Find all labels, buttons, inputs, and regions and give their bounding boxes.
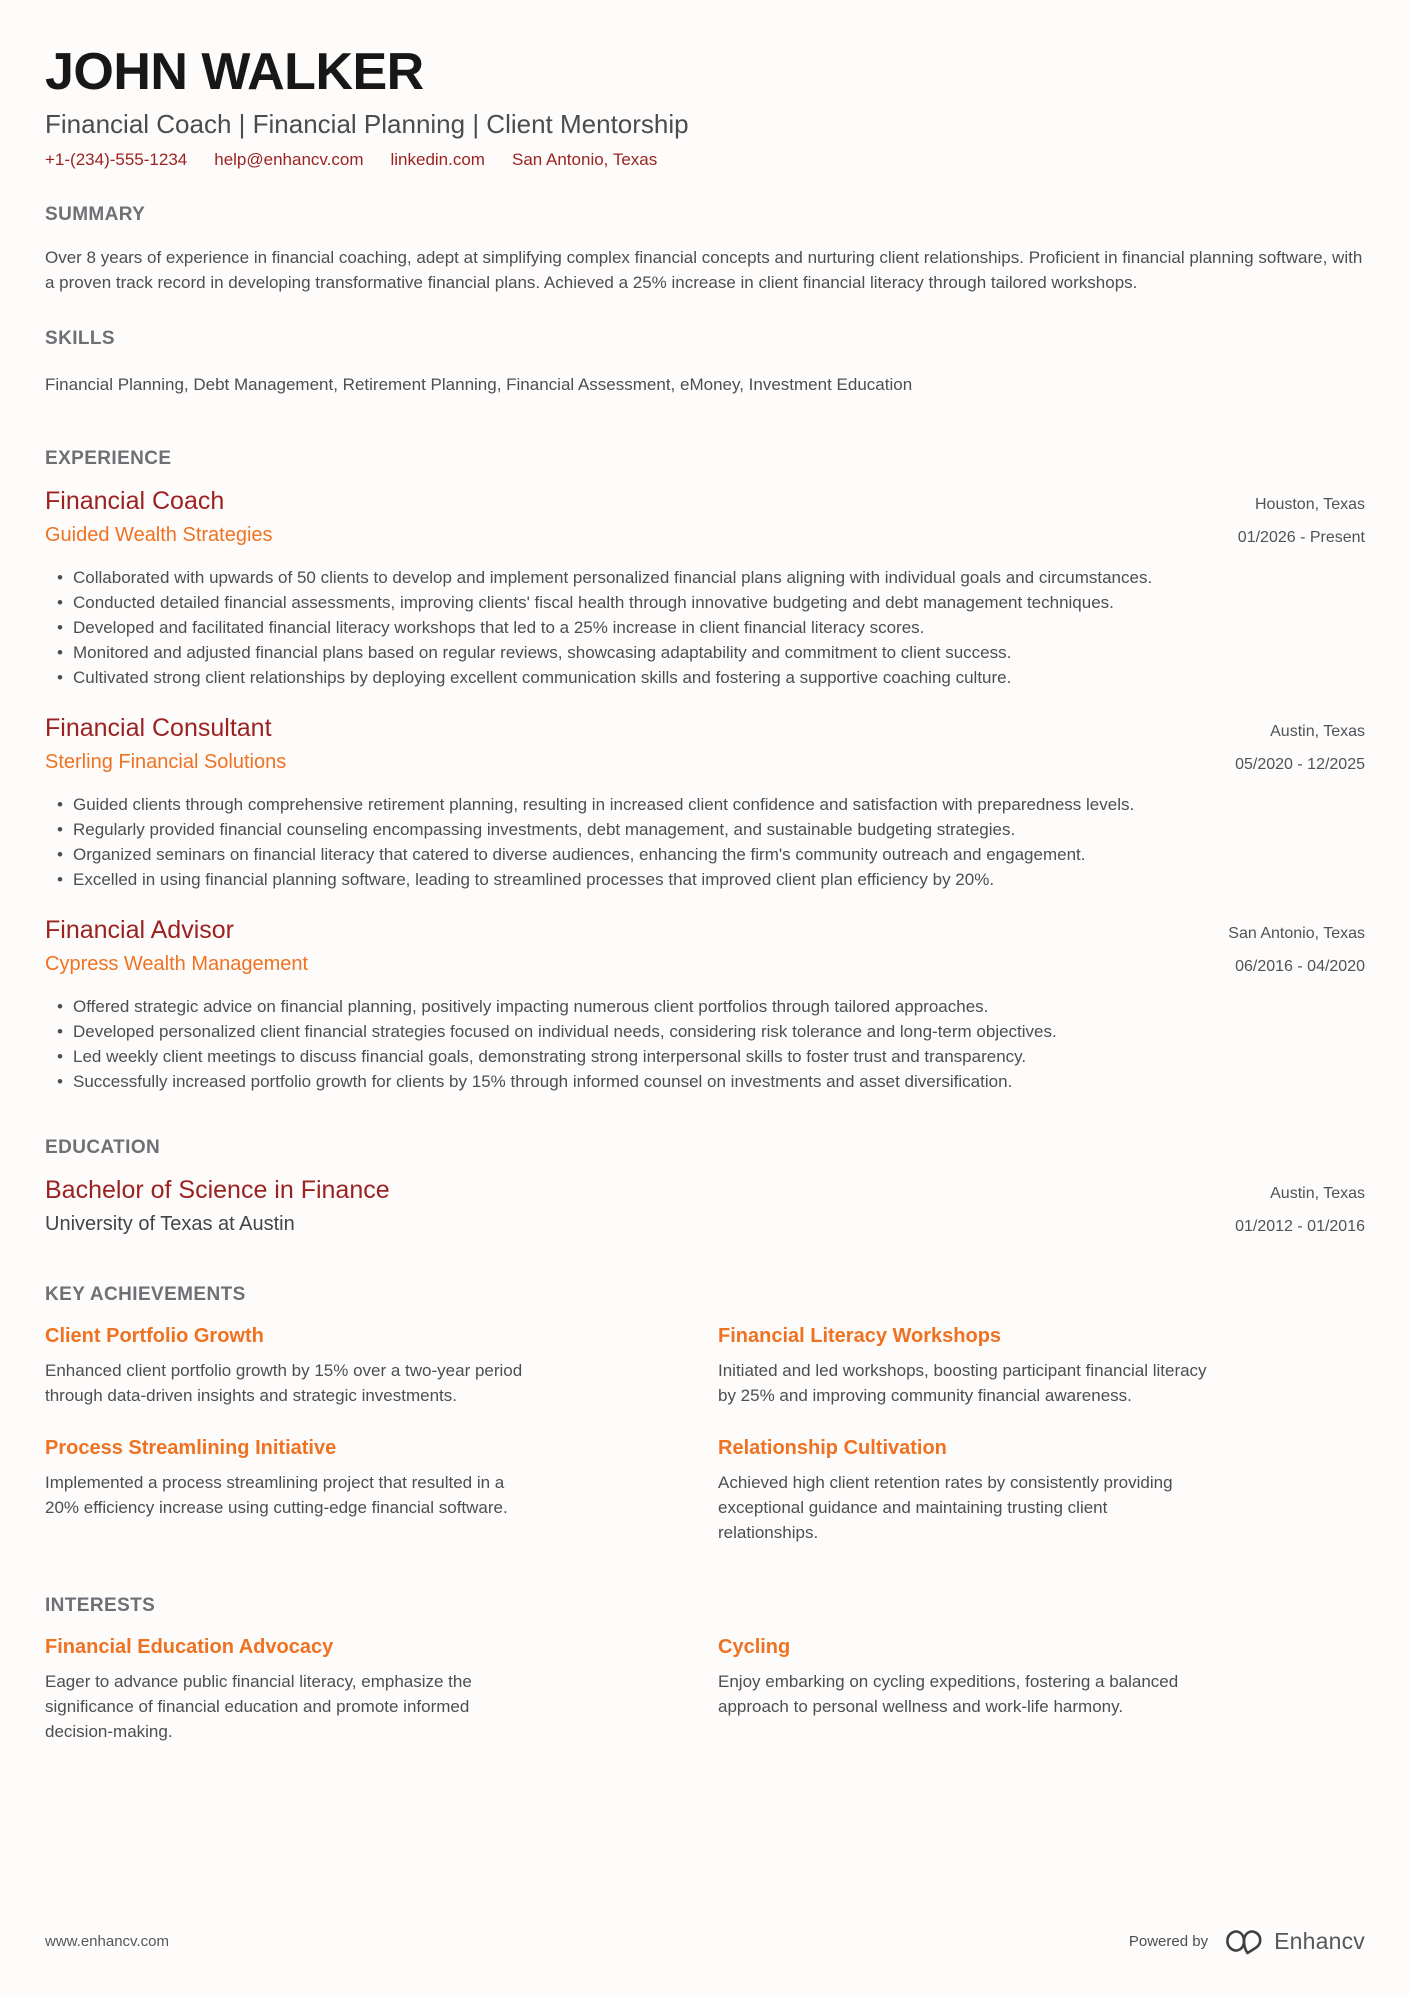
job-location: Houston, Texas xyxy=(1255,496,1365,513)
job-meta xyxy=(1238,486,1365,554)
summary-text: Over 8 years of experience in financial coaching, adept at simplifying complex financial concepts and nurturing client relationships. Proficient in financial planning software, with a proven track record in developing transformative financial plans. Achieved a 25% increase in client financial literacy through tailored workshops. xyxy=(45,248,1363,292)
job-bullet: • Developed and facilitated financial literacy workshops that led to a 25% increase in client financial literacy scores. xyxy=(45,615,1365,640)
interest-item xyxy=(45,1634,535,1744)
achievement-item xyxy=(718,1435,1208,1545)
achievements-section xyxy=(45,1283,1365,1572)
job-bullet: • Cultivated strong client relationships by deploying excellent communication skills and fostering a supportive coaching culture. xyxy=(45,665,1365,690)
experience-section xyxy=(45,447,1365,1094)
job-bullet: • Offered strategic advice on financial planning, positively impacting numerous client portfolios through tailored approaches. xyxy=(45,994,1365,1019)
job-title-block xyxy=(45,915,308,978)
job-bullet-list xyxy=(45,792,1365,892)
job-title-block xyxy=(45,713,286,776)
interest-text: Eager to advance public financial literacy, emphasize the significance of financial education and promote informed decision-making. xyxy=(45,1672,472,1741)
job-bullet: • Guided clients through comprehensive retirement planning, resulting in increased client confidence and satisfaction with preparedness levels. xyxy=(45,792,1365,817)
job-header xyxy=(45,486,1365,554)
interests-section xyxy=(45,1594,1365,1771)
linkedin-link[interactable]: linkedin.com xyxy=(390,150,485,169)
achievement-title: Financial Literacy Workshops xyxy=(718,1325,1002,1347)
job-bullet: • Regularly provided financial counseling encompassing investments, debt management, and sustainable budgeting strategies. xyxy=(45,817,1365,842)
achievements-grid xyxy=(45,1323,1365,1572)
interests-heading: INTERESTS xyxy=(45,1595,156,1616)
job-title: Financial Advisor xyxy=(45,916,234,944)
education-header xyxy=(45,1175,1365,1243)
job-bullet: • Excelled in using financial planning software, leading to streamlined processes that improved client plan efficiency by 20%. xyxy=(45,867,1365,892)
job-bullet: • Monitored and adjusted financial plans based on regular reviews, showcasing adaptability and commitment to client success. xyxy=(45,640,1365,665)
interest-title: Financial Education Advocacy xyxy=(45,1636,334,1658)
education-section xyxy=(45,1136,1365,1243)
email-link[interactable]: help@enhancv.com xyxy=(214,150,364,169)
phone-link[interactable]: +1-(234)-555-1234 xyxy=(45,150,188,169)
candidate-name: JOHN WALKER xyxy=(45,43,424,101)
resume-header xyxy=(45,44,1365,171)
achievement-text: Initiated and led workshops, boosting participant financial literacy by 25% and improving community financial awareness. xyxy=(718,1361,1207,1405)
candidate-headline: Financial Coach | Financial Planning | Client Mentorship xyxy=(45,109,689,139)
education-heading: EDUCATION xyxy=(45,1137,161,1158)
achievement-title: Process Streamlining Initiative xyxy=(45,1437,337,1459)
job-meta xyxy=(1228,915,1365,983)
experience-heading: EXPERIENCE xyxy=(45,448,172,469)
achievement-text: Enhanced client portfolio growth by 15% over a two-year period through data-driven insights and strategic investments. xyxy=(45,1361,523,1405)
experience-entry xyxy=(45,713,1365,892)
school-name: University of Texas at Austin xyxy=(45,1213,295,1235)
job-bullet-list xyxy=(45,565,1365,690)
interest-title: Cycling xyxy=(718,1636,791,1658)
education-location: Austin, Texas xyxy=(1270,1185,1365,1202)
job-title: Financial Consultant xyxy=(45,714,272,742)
degree-block xyxy=(45,1175,390,1238)
experience-entry xyxy=(45,915,1365,1094)
education-dates: 01/2012 - 01/2016 xyxy=(1235,1218,1365,1235)
achievement-title: Relationship Cultivation xyxy=(718,1437,947,1459)
skills-section xyxy=(45,327,1365,397)
interest-text: Enjoy embarking on cycling expeditions, fostering a balanced approach to personal wellness and work-life harmony. xyxy=(718,1672,1179,1716)
achievement-text: Implemented a process streamlining project that resulted in a 20% efficiency increase using cutting-edge financial software. xyxy=(45,1473,508,1517)
job-header xyxy=(45,915,1365,983)
job-bullet-list xyxy=(45,994,1365,1094)
skills-list: Financial Planning, Debt Management, Retirement Planning, Financial Assessment, eMoney, Investment Education xyxy=(45,375,913,394)
achievements-heading: KEY ACHIEVEMENTS xyxy=(45,1284,246,1305)
enhancv-brand-name: Enhancv xyxy=(1274,1927,1365,1954)
degree-title: Bachelor of Science in Finance xyxy=(45,1176,390,1204)
achievement-item xyxy=(718,1323,1208,1408)
achievement-item xyxy=(45,1435,535,1545)
powered-by-label: Powered by xyxy=(1128,1932,1209,1950)
job-title-block xyxy=(45,486,273,549)
job-dates: 06/2016 - 04/2020 xyxy=(1235,958,1365,975)
interest-item xyxy=(718,1634,1208,1744)
achievement-text: Achieved high client retention rates by consistently providing exceptional guidance and maintaining trusting client relationships. xyxy=(718,1473,1173,1542)
enhancv-logo-icon xyxy=(1222,1925,1266,1957)
enhancv-brand-link[interactable] xyxy=(1222,1925,1365,1957)
summary-heading: SUMMARY xyxy=(45,204,146,225)
education-entry xyxy=(45,1175,1365,1243)
page-footer xyxy=(45,1925,1365,1957)
job-title: Financial Coach xyxy=(45,487,225,515)
achievement-item xyxy=(45,1323,535,1408)
job-location: Austin, Texas xyxy=(1270,723,1365,740)
job-bullet: • Organized seminars on financial literacy that catered to diverse audiences, enhancing the firm's community outreach and engagement. xyxy=(45,842,1365,867)
job-company: Cypress Wealth Management xyxy=(45,953,309,975)
job-bullet: • Developed personalized client financial strategies focused on individual needs, considering risk tolerance and long-term objectives. xyxy=(45,1019,1365,1044)
job-meta xyxy=(1235,713,1365,781)
skills-heading: SKILLS xyxy=(45,328,115,349)
job-bullet: • Led weekly client meetings to discuss financial goals, demonstrating strong interpersonal skills to foster trust and transparency. xyxy=(45,1044,1365,1069)
experience-entry xyxy=(45,486,1365,690)
footer-brand-area xyxy=(1129,1925,1365,1957)
achievement-title: Client Portfolio Growth xyxy=(45,1325,264,1347)
education-meta xyxy=(1235,1175,1365,1243)
location-text: San Antonio, Texas xyxy=(511,150,658,169)
job-dates: 01/2026 - Present xyxy=(1237,529,1365,546)
job-location: San Antonio, Texas xyxy=(1228,925,1365,942)
interests-grid xyxy=(45,1634,1365,1771)
summary-section xyxy=(45,203,1365,295)
job-header xyxy=(45,713,1365,781)
contact-row xyxy=(45,149,1365,171)
job-dates: 05/2020 - 12/2025 xyxy=(1235,756,1365,773)
job-bullet: • Collaborated with upwards of 50 clients to develop and implement personalized financial plans aligning with individual goals and circumstances. xyxy=(45,565,1365,590)
enhancv-site-link[interactable]: www.enhancv.com xyxy=(45,1932,169,1950)
job-company: Sterling Financial Solutions xyxy=(45,751,287,773)
job-bullet: • Conducted detailed financial assessments, improving clients' fiscal health through innovative budgeting and debt management techniques. xyxy=(45,590,1365,615)
job-bullet: • Successfully increased portfolio growth for clients by 15% through informed counsel on investments and asset diversification. xyxy=(45,1069,1365,1094)
job-company: Guided Wealth Strategies xyxy=(45,524,273,546)
